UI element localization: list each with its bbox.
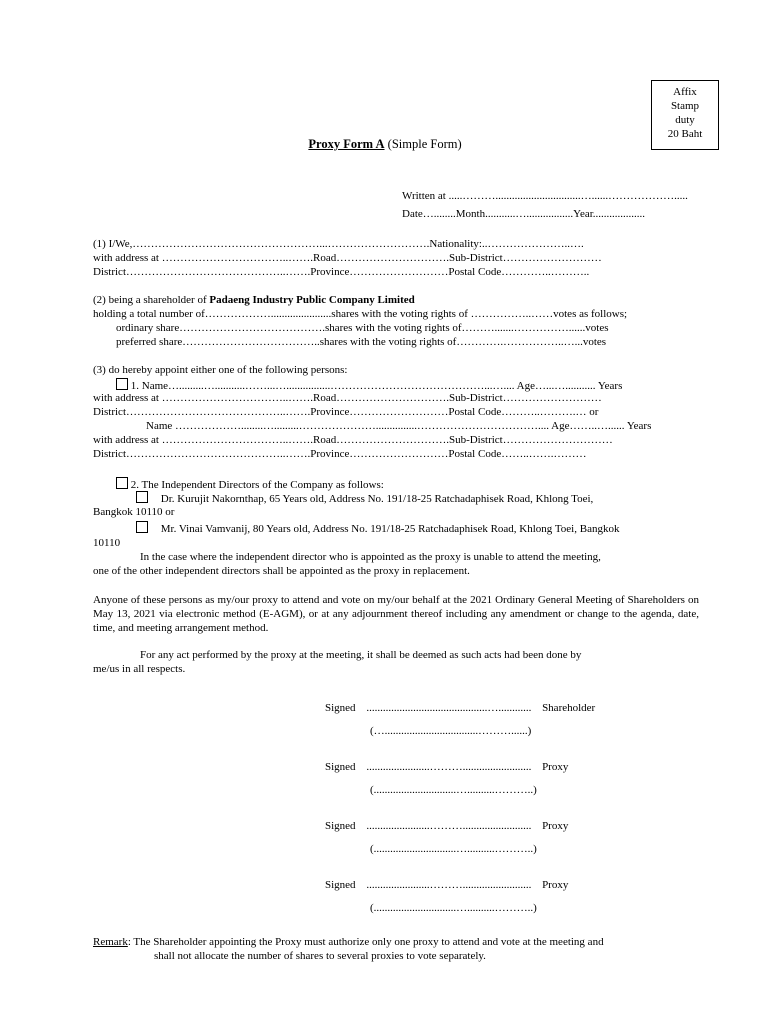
acts-paragraph-cont: me/us in all respects. — [93, 663, 186, 675]
meeting-paragraph: Anyone of these persons as my/our proxy to attend and vote on my/our behalf at the 2021 Ordinary General Meeting of Shareholders on May 13, 2021 via electronic method (E-AGM), or at any adjournment thereof including any amendment or change to the agenda, date, time, and meeting arrangement method. — [93, 594, 699, 634]
signature-block-proxy-2 — [325, 820, 568, 832]
remark-label: Remark — [93, 936, 128, 948]
stamp-line-4: 20 Baht — [667, 128, 703, 140]
signature-line[interactable]: .......................………......................... — [366, 761, 532, 773]
shareholder-district-field[interactable]: District……………………………………..…….Province………………………Postal Code…………..……….. — [93, 266, 590, 278]
ordinary-shares-field[interactable]: ordinary share………………………………….shares with the voting rights of……….......……………......votes — [116, 322, 609, 334]
page-title — [0, 137, 770, 152]
section-2-intro — [93, 294, 415, 306]
preferred-shares-field[interactable]: preferred share………………………………..shares with the voting rights of………….……………..…...votes — [116, 336, 607, 348]
director-2-text: Mr. Vinai Vamvanij, 80 Years old, Address No. 191/18-25 Ratchadaphisek Road, Khlong Toei, Bangkok — [160, 523, 620, 535]
remark-text: : The Shareholder appointing the Proxy must authorize only one proxy to attend and vote at the meeting and — [127, 936, 604, 948]
signature-line[interactable]: ............................................…............ — [366, 702, 532, 714]
signature-role: Proxy — [542, 879, 569, 891]
signed-label: Signed — [325, 702, 356, 714]
proxy-2-name-field[interactable]: Name ………………........….........…………………...............…………………………….... Age……..…...... Years — [146, 420, 652, 432]
replacement-text: In the case where the independent director who is appointed as the proxy is unable to attend the meeting, — [140, 551, 601, 563]
remark-text-cont: shall not allocate the number of shares to several proxies to vote separately. — [154, 950, 486, 962]
director-1-text: Dr. Kurujit Nakornthap, 65 Years old, Address No. 191/18-25 Ratchadaphisek Road, Khlong Toei, — [160, 493, 594, 505]
proxy-2-address-field[interactable]: with address at ……………………………..…….Road………………………….Sub-District………………………… — [93, 434, 613, 446]
signed-label: Signed — [325, 820, 356, 832]
date-field[interactable]: Date…........Month...........….................Year................... — [402, 208, 646, 220]
remark — [93, 936, 604, 948]
option-2-row — [116, 477, 384, 491]
directors-heading: 2. The Independent Directors of the Company as follows: — [130, 479, 384, 491]
title-rest: (Simple Form) — [387, 137, 462, 151]
director-1-row — [136, 491, 593, 505]
signature-name-field[interactable]: (..............................…..........………..) — [370, 784, 537, 796]
proxy-2-district-field[interactable]: District……………………………………..…….Province………………………Postal Code……..…….……… — [93, 448, 587, 460]
signature-role: Shareholder — [542, 702, 596, 714]
section-3-intro: (3) do hereby appoint either one of the following persons: — [93, 364, 348, 376]
director-2-checkbox[interactable] — [136, 521, 148, 533]
proxy-1-district-field[interactable]: District……………………………………..…….Province………………………Postal Code………..……….… or — [93, 406, 599, 418]
signed-label: Signed — [325, 761, 356, 773]
director-1-text-cont: Bangkok 10110 or — [93, 506, 175, 518]
director-2-text-cont: 10110 — [93, 537, 121, 549]
signature-role: Proxy — [542, 761, 569, 773]
stamp-line-3: duty — [675, 114, 695, 126]
total-shares-field[interactable]: holding a total number of………………......................shares with the voting rights of ……………..……votes as follows; — [93, 308, 628, 320]
shareholder-address-field[interactable]: with address at ……………………………..…….Road………………………….Sub-District……………………… — [93, 252, 602, 264]
title-bold: Proxy Form A — [308, 137, 385, 151]
replacement-text-cont: one of the other independent directors shall be appointed as the proxy in replacement. — [93, 565, 470, 577]
director-1-checkbox[interactable] — [136, 491, 148, 503]
stamp-line-2: Stamp — [670, 100, 700, 112]
company-name: Padaeng Industry Public Company Limited — [209, 294, 415, 306]
written-at-field[interactable]: Written at .....………...............................…......………………..... — [402, 190, 688, 202]
option-1-checkbox[interactable] — [116, 378, 128, 390]
signature-line[interactable]: .......................………......................... — [366, 820, 532, 832]
signature-name-field[interactable]: (…..................................………......) — [370, 725, 532, 737]
director-2-row — [136, 521, 619, 535]
signature-block-shareholder — [325, 702, 595, 714]
signature-block-proxy-3 — [325, 879, 568, 891]
signature-role: Proxy — [542, 820, 569, 832]
section-2-intro-text: (2) being a shareholder of — [93, 294, 207, 306]
option-1-row — [116, 378, 622, 392]
proxy-1-name-field[interactable]: 1. Name….........…...........……...…................……………………………………...….... Age…...…........... Years — [130, 380, 623, 392]
signed-label: Signed — [325, 879, 356, 891]
option-2-checkbox[interactable] — [116, 477, 128, 489]
signature-name-field[interactable]: (..............................…..........………..) — [370, 902, 537, 914]
shareholder-name-field[interactable]: (1) I/We,……………………………………………...……………………….Nationality:..…………………..…. — [93, 238, 584, 250]
signature-block-proxy-1 — [325, 761, 568, 773]
acts-paragraph: For any act performed by the proxy at the meeting, it shall be deemed as such acts had been done by — [140, 649, 582, 661]
stamp-line-1: Affix — [673, 86, 697, 98]
proxy-1-address-field[interactable]: with address at ……………………………..…….Road………………………….Sub-District……………………… — [93, 392, 602, 404]
signature-name-field[interactable]: (..............................…..........………..) — [370, 843, 537, 855]
signature-line[interactable]: .......................………......................... — [366, 879, 532, 891]
